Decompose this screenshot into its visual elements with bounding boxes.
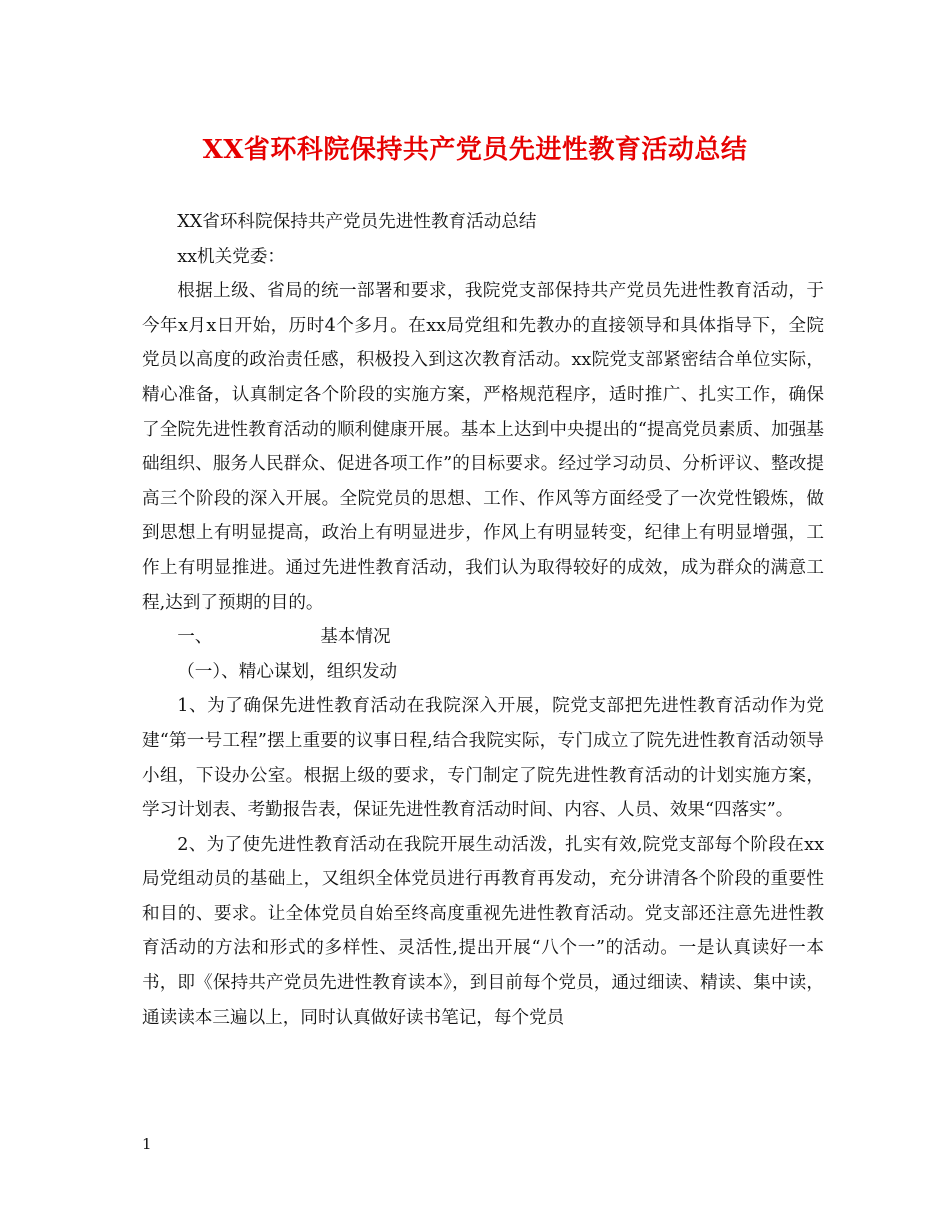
document-title: XX省环科院保持共产党员先进性教育活动总结	[202, 135, 748, 165]
section-title: 基本情况	[320, 627, 391, 648]
document-subtitle: XX省环科院保持共产党员先进性教育活动总结	[177, 212, 537, 232]
section-heading	[142, 620, 824, 655]
paragraph-2: 2、为了使先进性教育活动在我院开展生动活泼，扎实有效,院党支部每个阶段在xx局党组动员的基础上，又组织全体党员进行再教育再发动，充分讲清各个阶段的重要性和目的、要求。让全体党员自始至终高度重视先进性教育活动。党支部还注意先进性教育活动的方法和形式的多样性、灵活性,提出开展“八个一”的活动。一是认真读好一本书，即《保持共产党员先进性教育读本》，到目前每个党员，通过细读、精读、集中读，通读读本三遍以上，同时认真做好读书笔记，每个党员	[142, 834, 824, 1028]
intro-paragraph: 根据上级、省局的统一部署和要求，我院党支部保持共产党员先进性教育活动，于今年x月x日开始，历时4个多月。在xx局党组和先教办的直接领导和具体指导下，全院党员以高度的政治责任感，积极投入到这次教育活动。xx院党支部紧密结合单位实际，精心准备，认真制定各个阶段的实施方案，严格规范程序，适时推广、扎实工作，确保了全院先进性教育活动的顺利健康开展。基本上达到中央提出的“提高党员素质、加强基础组织、服务人民群众、促进各项工作”的目标要求。经过学习动员、分析评议、整改提高三个阶段的深入开展。全院党员的思想、工作、作风等方面经受了一次党性锻炼，做到思想上有明显提高，政治上有明显进步，作风上有明显转变，纪律上有明显增强，工作上有明显推进。通过先进性教育活动，我们认为取得较好的成效，成为群众的满意工程,达到了预期的目的。	[142, 281, 824, 613]
page-number: 1	[142, 1135, 152, 1153]
paragraph-1: 1、为了确保先进性教育活动在我院深入开展，院党支部把先进性教育活动作为党建“第一号工程”摆上重要的议事日程,结合我院实际，专门成立了院先进性教育活动领导小组，下设办公室。根据上级的要求，专门制定了院先进性教育活动的计划实施方案，学习计划表、考勤报告表，保证先进性教育活动时间、内容、人员、效果“四落实”。	[142, 696, 824, 821]
document-body	[142, 205, 824, 1035]
addressee: xx机关党委：	[177, 246, 286, 267]
subsection-heading: （一）、精心谋划，组织发动	[177, 661, 398, 682]
section-number: 一、	[177, 627, 213, 648]
